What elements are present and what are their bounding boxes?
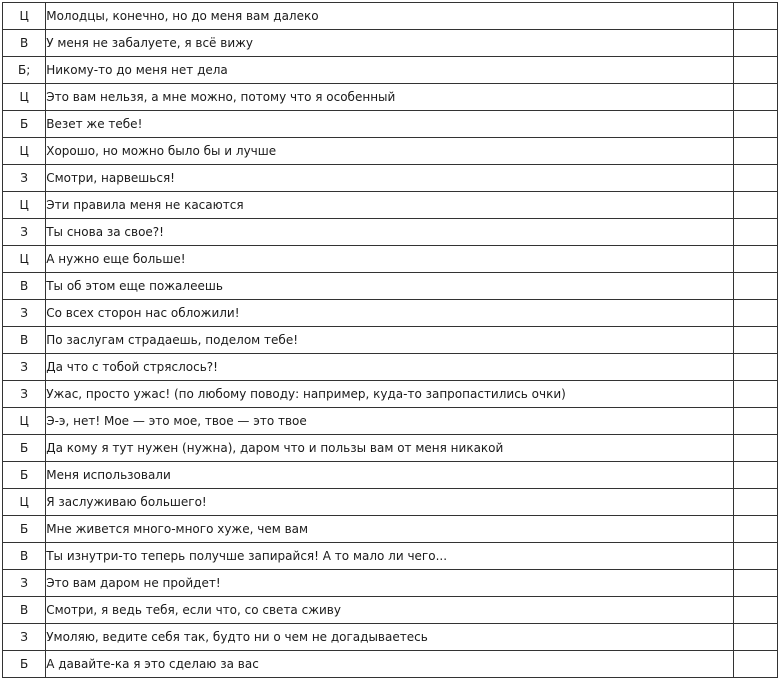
row-answer-cell[interactable] (733, 435, 777, 462)
row-statement-cell: Смотри, я ведь тебя, если что, со света сживу (46, 597, 734, 624)
row-answer-cell[interactable] (733, 597, 777, 624)
row-statement-cell: Это вам нельзя, а мне можно, потому что я особенный (46, 84, 734, 111)
row-code-cell: З (3, 354, 46, 381)
row-code-cell: Ц (3, 3, 46, 30)
row-code-cell: З (3, 165, 46, 192)
row-answer-cell[interactable] (733, 408, 777, 435)
row-answer-cell[interactable] (733, 516, 777, 543)
row-statement-cell: Я заслуживаю большего! (46, 489, 734, 516)
row-answer-cell[interactable] (733, 138, 777, 165)
row-statement-cell: Умоляю, ведите себя так, будто ни о чем не догадываетесь (46, 624, 734, 651)
row-code-cell: З (3, 624, 46, 651)
table-row (3, 84, 778, 111)
row-statement-cell: Со всех сторон нас обложили! (46, 300, 734, 327)
row-code-cell: З (3, 300, 46, 327)
row-answer-cell[interactable] (733, 462, 777, 489)
row-answer-cell[interactable] (733, 624, 777, 651)
table-row (3, 192, 778, 219)
statements-table-body (3, 3, 778, 678)
row-code-cell: Ц (3, 138, 46, 165)
statements-table (2, 2, 778, 678)
table-row (3, 516, 778, 543)
row-statement-cell: Ты снова за свое?! (46, 219, 734, 246)
row-statement-cell: Это вам даром не пройдет! (46, 570, 734, 597)
table-row (3, 273, 778, 300)
row-answer-cell[interactable] (733, 30, 777, 57)
row-answer-cell[interactable] (733, 354, 777, 381)
table-row (3, 543, 778, 570)
row-answer-cell[interactable] (733, 57, 777, 84)
table-row (3, 300, 778, 327)
table-row (3, 354, 778, 381)
row-statement-cell: Ты изнутри-то теперь получше запирайся! А то мало ли чего... (46, 543, 734, 570)
row-statement-cell: Никому-то до меня нет дела (46, 57, 734, 84)
row-answer-cell[interactable] (733, 111, 777, 138)
row-answer-cell[interactable] (733, 219, 777, 246)
row-code-cell: Б (3, 111, 46, 138)
row-code-cell: В (3, 597, 46, 624)
row-statement-cell: Смотри, нарвешься! (46, 165, 734, 192)
row-statement-cell: Молодцы, конечно, но до меня вам далеко (46, 3, 734, 30)
row-answer-cell[interactable] (733, 543, 777, 570)
table-row (3, 219, 778, 246)
table-row (3, 624, 778, 651)
table-row (3, 462, 778, 489)
row-statement-cell: Мне живется много-много хуже, чем вам (46, 516, 734, 543)
row-statement-cell: А нужно еще больше! (46, 246, 734, 273)
row-statement-cell: Ты об этом еще пожалеешь (46, 273, 734, 300)
row-statement-cell: Эти правила меня не касаются (46, 192, 734, 219)
row-statement-cell: А давайте-ка я это сделаю за вас (46, 651, 734, 678)
row-statement-cell: Да кому я тут нужен (нужна), даром что и пользы вам от меня никакой (46, 435, 734, 462)
row-statement-cell: Меня использовали (46, 462, 734, 489)
table-row (3, 3, 778, 30)
table-row (3, 138, 778, 165)
row-answer-cell[interactable] (733, 165, 777, 192)
table-row (3, 381, 778, 408)
row-code-cell: В (3, 30, 46, 57)
row-answer-cell[interactable] (733, 273, 777, 300)
row-code-cell: Б (3, 516, 46, 543)
row-answer-cell[interactable] (733, 192, 777, 219)
row-answer-cell[interactable] (733, 3, 777, 30)
table-row (3, 165, 778, 192)
row-statement-cell: Везет же тебе! (46, 111, 734, 138)
row-statement-cell: По заслугам страдаешь, поделом тебе! (46, 327, 734, 354)
table-row (3, 435, 778, 462)
table-row (3, 597, 778, 624)
table-row (3, 57, 778, 84)
row-answer-cell[interactable] (733, 246, 777, 273)
row-statement-cell: Э-э, нет! Мое — это мое, твое — это твое (46, 408, 734, 435)
row-statement-cell: Да что с тобой стряслось?! (46, 354, 734, 381)
row-code-cell: Ц (3, 246, 46, 273)
row-statement-cell: Ужас, просто ужас! (по любому поводу: например, куда-то запропастились очки) (46, 381, 734, 408)
row-answer-cell[interactable] (733, 84, 777, 111)
row-code-cell: З (3, 219, 46, 246)
row-code-cell: Ц (3, 192, 46, 219)
row-answer-cell[interactable] (733, 651, 777, 678)
row-answer-cell[interactable] (733, 327, 777, 354)
table-row (3, 489, 778, 516)
table-row (3, 111, 778, 138)
row-answer-cell[interactable] (733, 570, 777, 597)
row-statement-cell: У меня не забалуете, я всё вижу (46, 30, 734, 57)
table-row (3, 327, 778, 354)
row-code-cell: Ц (3, 408, 46, 435)
row-answer-cell[interactable] (733, 381, 777, 408)
row-code-cell: Б (3, 462, 46, 489)
row-code-cell: З (3, 570, 46, 597)
row-code-cell: Ц (3, 84, 46, 111)
row-code-cell: В (3, 327, 46, 354)
row-statement-cell: Хорошо, но можно было бы и лучше (46, 138, 734, 165)
row-answer-cell[interactable] (733, 300, 777, 327)
row-code-cell: В (3, 273, 46, 300)
row-code-cell: В (3, 543, 46, 570)
row-code-cell: Ц (3, 489, 46, 516)
row-code-cell: З (3, 381, 46, 408)
table-row (3, 30, 778, 57)
row-code-cell: Б (3, 651, 46, 678)
row-answer-cell[interactable] (733, 489, 777, 516)
row-code-cell: Б (3, 435, 46, 462)
table-row (3, 651, 778, 678)
table-row (3, 408, 778, 435)
row-code-cell: Б; (3, 57, 46, 84)
table-row (3, 570, 778, 597)
table-row (3, 246, 778, 273)
